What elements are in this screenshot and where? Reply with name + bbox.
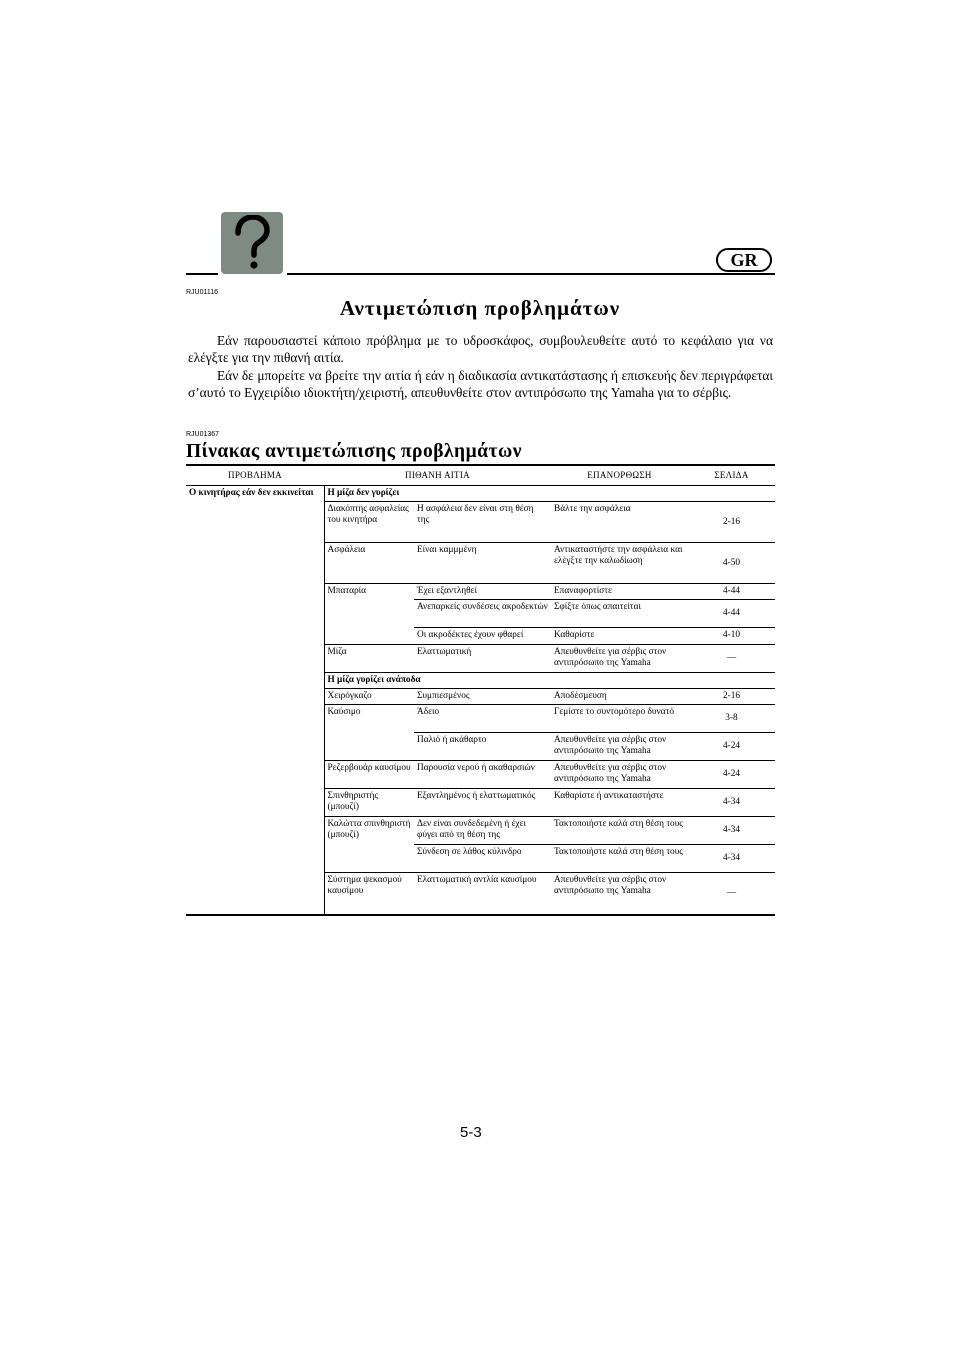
fix-cell: Απευθυνθείτε για σέρβις στον αντιπρόσωπο της Yamaha xyxy=(551,733,688,761)
page-cell: — xyxy=(688,644,775,672)
question-mark-icon xyxy=(221,212,283,274)
problem-cell: Ο κινητήρας εάν δεν εκκινείται xyxy=(186,486,324,915)
page-cell: 4-34 xyxy=(688,845,775,873)
fix-cell: Βάλτε την ασφάλεια xyxy=(551,502,688,543)
cause-cell: Σύνδεση σε λάθος κύλινδρο xyxy=(414,845,551,873)
table-header-row xyxy=(186,465,775,486)
part-cell: Χειρόγκαζο xyxy=(324,688,414,704)
fix-cell: Καθαρίστε ή αντικαταστήστε xyxy=(551,789,688,817)
page-title: Αντιμετώπιση προβλημάτων xyxy=(339,296,621,320)
fix-cell: Αντικαταστήστε την ασφάλεια και ελέγξτε την καλωδίωση xyxy=(551,543,688,584)
part-cell: Σύστημα ψεκασμού καυσίμου xyxy=(324,873,414,915)
cause-cell: Ελαττωματική xyxy=(414,644,551,672)
part-cell: Ασφάλεια xyxy=(324,543,414,584)
fix-cell: Απευθυνθείτε για σέρβις στον αντιπρόσωπο της Yamaha xyxy=(551,644,688,672)
cause-cell: Δεν είναι συνδεδεμένη ή έχει φύγει από τη θέση της xyxy=(414,817,551,845)
page-cell: 4-24 xyxy=(688,733,775,761)
cause-cell: Συμπιεσμένος xyxy=(414,688,551,704)
fix-cell: Αποδέσμευση xyxy=(551,688,688,704)
cause-cell: Ελαττωματική αντλία καυσίμου xyxy=(414,873,551,915)
intro-paragraph-1: Εάν παρουσιαστεί κάποιο πρόβλημα με το υδροσκάφος, συμβουλευθείτε αυτό το κεφάλαιο για να ελέγξτε για την πιθανή αιτία. xyxy=(188,333,773,366)
fix-cell: Γεμίστε το συντομότερο δυνατό xyxy=(551,705,688,733)
fix-cell: Απευθυνθείτε για σέρβις στον αντιπρόσωπο της Yamaha xyxy=(551,761,688,789)
page-cell: 4-50 xyxy=(688,543,775,584)
intro-text xyxy=(188,332,773,402)
page-cell: 4-24 xyxy=(688,761,775,789)
cause-cell: Ανεπαρκείς συνδέσεις ακροδεκτών xyxy=(414,600,551,628)
cause-cell: Παλιό ή ακάθαρτο xyxy=(414,733,551,761)
fix-cell: Απευθυνθείτε για σέρβις στον αντιπρόσωπο της Yamaha xyxy=(551,873,688,915)
intro-paragraph-2: Εάν δε μπορείτε να βρείτε την αιτία ή εάν η διαδικασία αντικατάστασης ή επισκευής δεν περιγράφεται σ’αυτό το Εγχειρίδιο ιδιοκτήτη/χειριστή, απευθυνθείτε στον αντιπρόσωπο της Yamaha για το σέρβις. xyxy=(188,367,773,401)
header-fix: ΕΠΑΝΟΡΘΩΣΗ xyxy=(551,465,688,486)
part-cell: Διακόπτης ασφαλείας του κινητήρα xyxy=(324,502,414,543)
header-cause: ΠΙΘΑΝΗ ΑΙΤΙΑ xyxy=(324,465,551,486)
header-rule-left xyxy=(186,273,218,275)
page-number: 5-3 xyxy=(460,1124,482,1141)
page-cell: 4-34 xyxy=(688,817,775,845)
page-cell: 4-10 xyxy=(688,628,775,644)
page-cell: 4-44 xyxy=(688,584,775,600)
fix-cell: Σφίξτε όπως απαιτείται xyxy=(551,600,688,628)
cause-cell: Οι ακροδέκτες έχουν φθαρεί xyxy=(414,628,551,644)
header-page: ΣΕΛΙΔΑ xyxy=(688,465,775,486)
page-cell: 2-16 xyxy=(688,688,775,704)
fix-cell: Επαναφορτίστε xyxy=(551,584,688,600)
group-title: Η μίζα γυρίζει ανάποδα xyxy=(324,672,775,688)
part-cell: Καύσιμο xyxy=(324,705,414,761)
part-cell: Μπαταρία xyxy=(324,584,414,644)
cause-cell: Άδειο xyxy=(414,705,551,733)
table-title: Πίνακας αντιμετώπισης προβλημάτων xyxy=(186,441,523,462)
section-code: RJU01116 xyxy=(186,289,219,296)
troubleshooting-table xyxy=(186,464,775,916)
page-cell: 3-8 xyxy=(688,705,775,733)
cause-cell: Έχει εξαντληθεί xyxy=(414,584,551,600)
part-cell: Ρεζερβουάρ καυσίμου xyxy=(324,761,414,789)
language-badge: GR xyxy=(716,248,772,272)
fix-cell: Τακτοποιήστε καλά στη θέση τους xyxy=(551,845,688,873)
page-cell: — xyxy=(688,873,775,915)
header-rule-right xyxy=(287,273,775,275)
part-cell: Καλώττα σπινθηριστή (μπουζί) xyxy=(324,817,414,873)
table-code: RJU01367 xyxy=(186,431,220,438)
page-cell: 4-34 xyxy=(688,789,775,817)
cause-cell: Παρουσία νερού ή ακαθαρσιών xyxy=(414,761,551,789)
header-problem: ΠΡΟΒΛΗΜΑ xyxy=(186,465,324,486)
cause-cell: Είναι καμμμένη xyxy=(414,543,551,584)
cause-cell: Εξαντλημένος ή ελαττωματικός xyxy=(414,789,551,817)
group-row xyxy=(186,486,775,502)
part-cell: Σπινθηριστής (μπουζί) xyxy=(324,789,414,817)
page-cell: 2-16 xyxy=(688,502,775,543)
fix-cell: Καθαρίστε xyxy=(551,628,688,644)
group-title: Η μίζα δεν γυρίζει xyxy=(324,486,775,502)
fix-cell: Τακτοποιήστε καλά στη θέση τους xyxy=(551,817,688,845)
page-cell: 4-44 xyxy=(688,600,775,628)
cause-cell: Η ασφάλεια δεν είναι στη θέση της xyxy=(414,502,551,543)
part-cell: Μίζα xyxy=(324,644,414,672)
